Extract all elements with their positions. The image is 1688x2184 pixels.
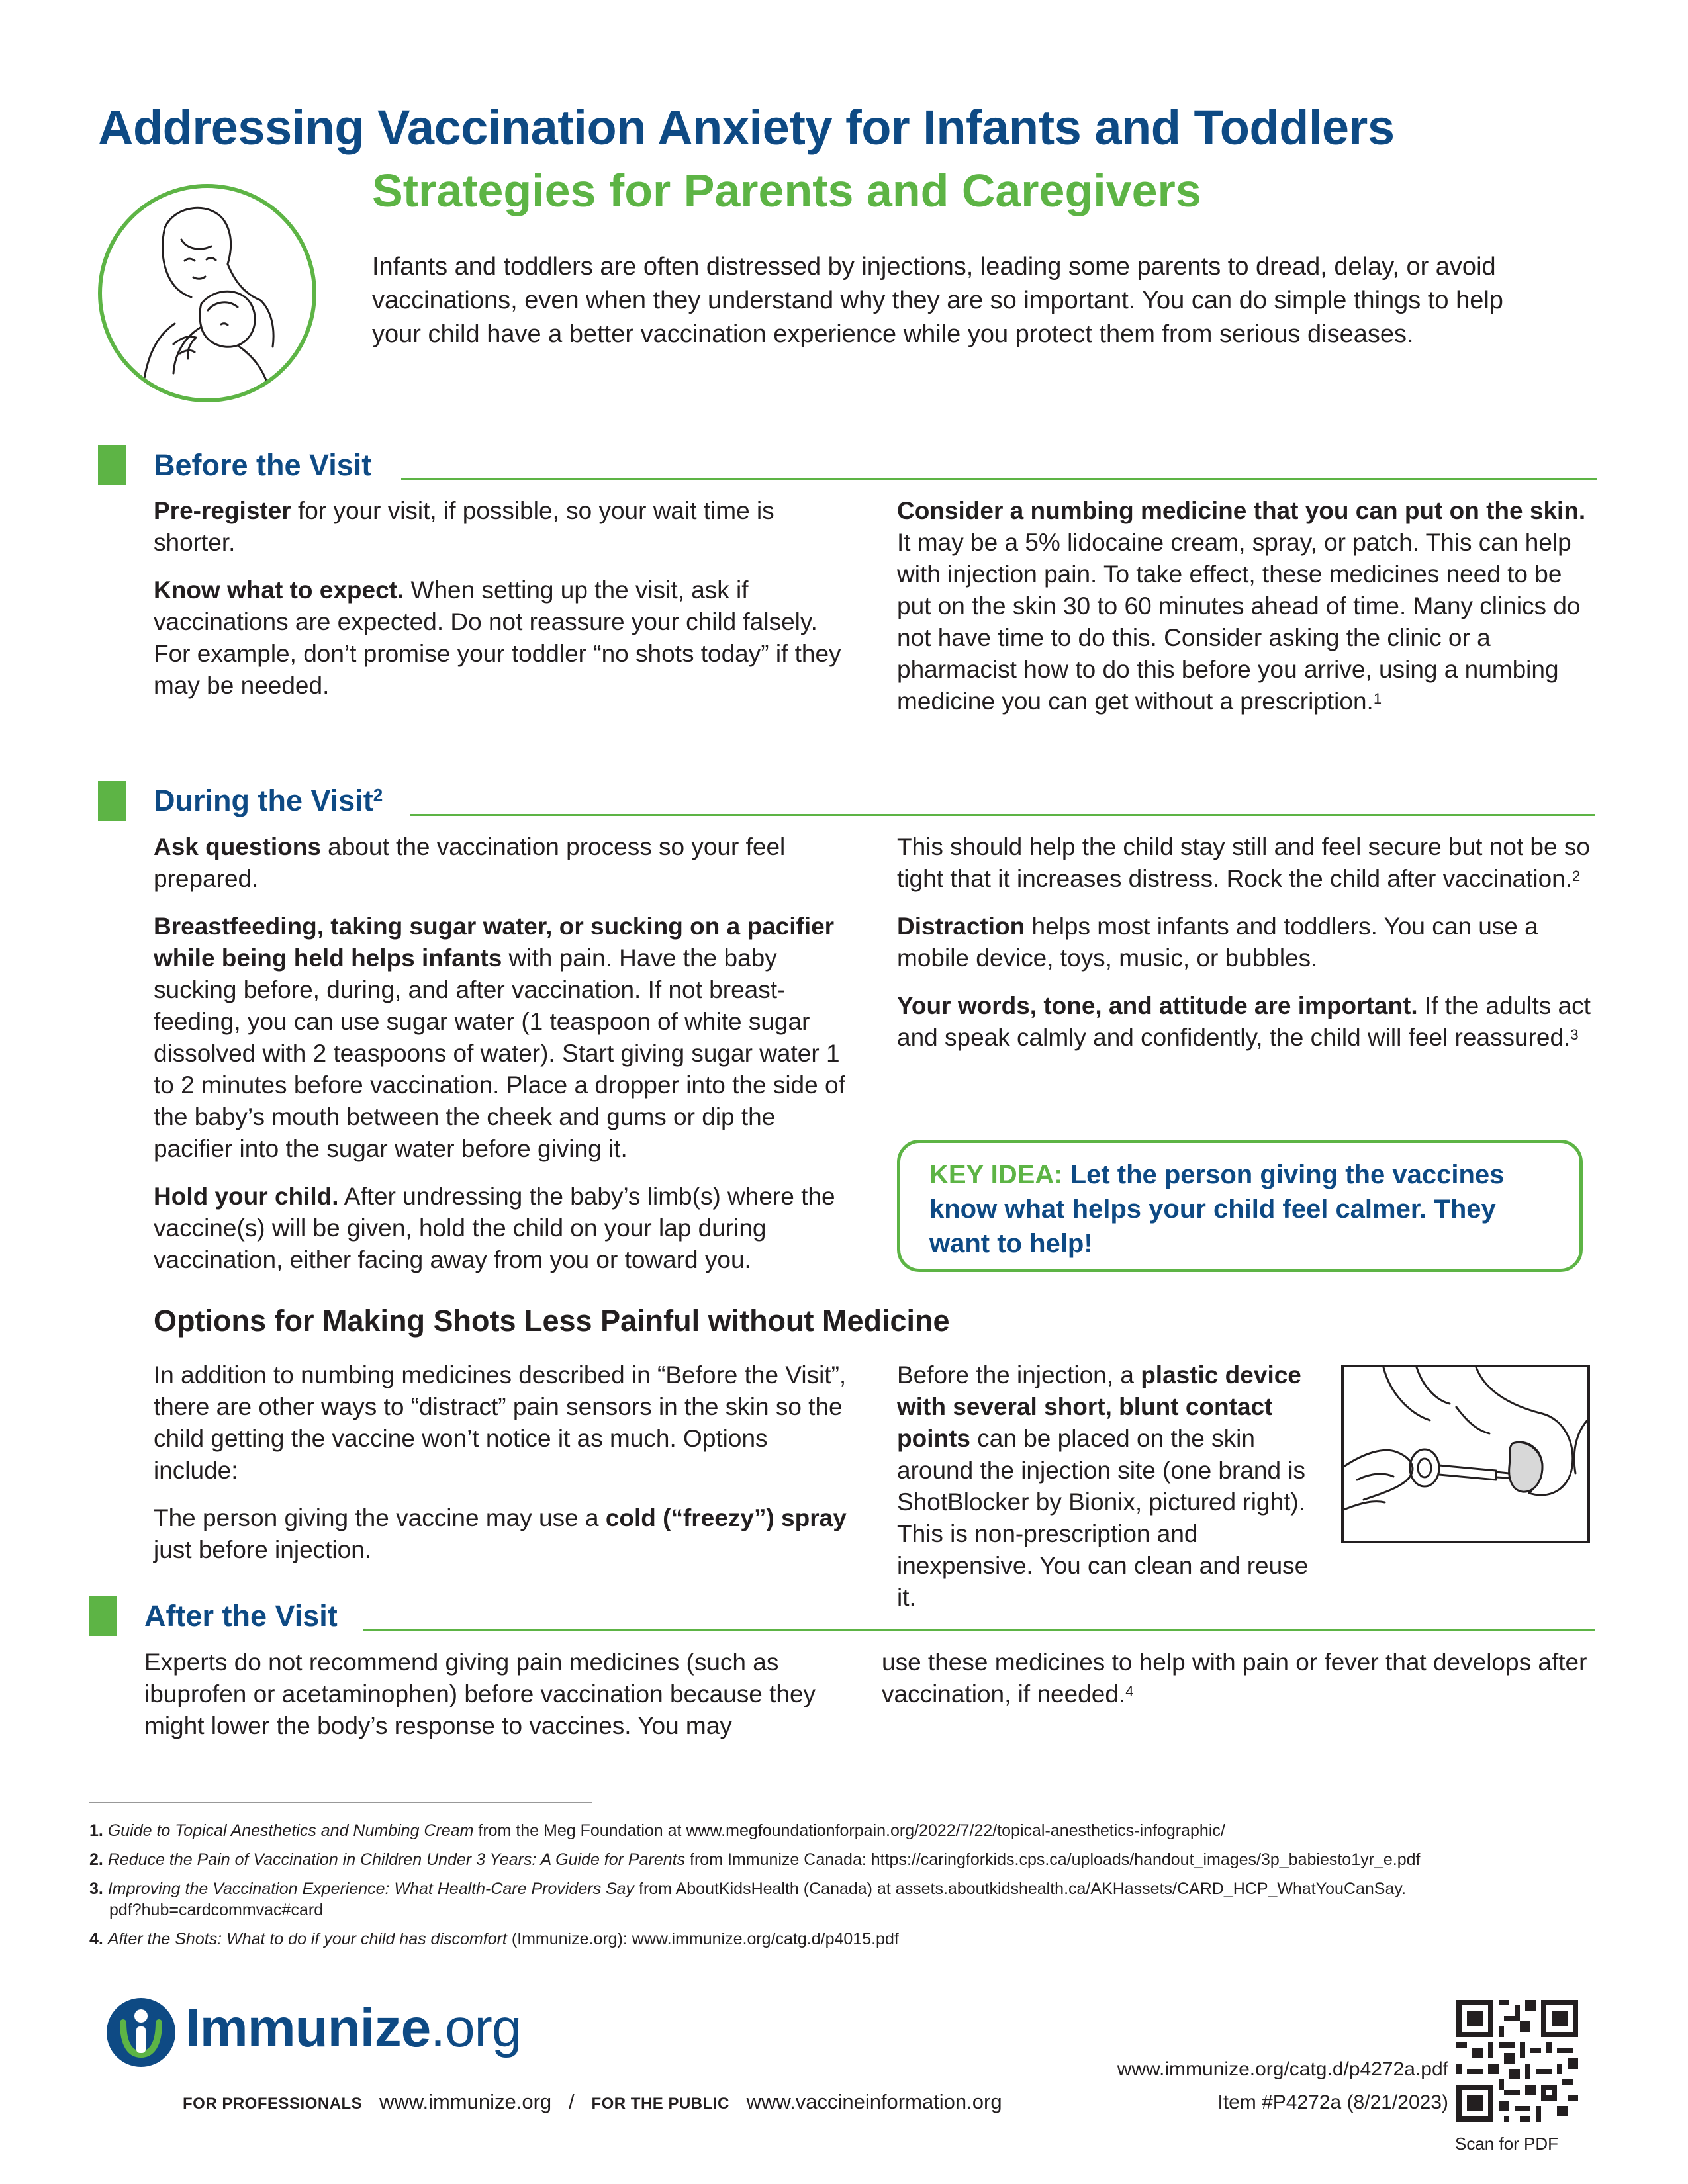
scan-caption: Scan for PDF [1455,2134,1559,2154]
words-paragraph: Your words, tone, and attitude are important. If the adults act and speak calmly and confidently, the child will feel reassured.$^3$ [897,992,1591,1051]
page-subtitle: Strategies for Parents and Caregivers [372,165,1201,216]
key-idea-label: KEY IDEA: [929,1160,1063,1189]
footnote-ref: 1 [1373,690,1382,707]
breastfeeding-paragraph: Breastfeeding, taking sugar water, or sucking on a pacifier while being held helps infants with pain. Have the baby sucking before, during, and after vaccination. If not breast-feeding, you can use sugar water (1 teaspoon of white sugar dissolved with 2 teaspoons of water). Start giving sugar water 1 to 2 minutes before vaccination. Place a dropper into the side of the baby’s mouth between the cheek and gums or dip the pacifier into the sugar water before giving it. [154,913,845,1162]
section-divider [363,1629,1595,1631]
before-left-column [154,495,849,717]
parent-holding-child-icon [102,188,312,398]
parent-holding-child-illustration [98,184,316,402]
pdf-link[interactable]: www.immunize.org/catg.d/p4272a.pdf [1117,2058,1448,2080]
after-left-column [144,1647,846,1758]
section-heading-after: After the Visit [144,1599,338,1633]
professionals-link[interactable]: www.immunize.org [379,2090,552,2113]
before-right-column [897,495,1599,733]
preregister-paragraph: Pre-register for your visit, if possible, so your wait time is shorter. [154,497,774,556]
during-left-column [154,831,855,1292]
document-info [1117,2053,1448,2119]
options-left-column [154,1359,855,1582]
device-paragraph: Before the injection, a plastic device with several short, blunt contact points can be placed on the skin around the injection site (one brand is ShotBlocker by Bionix, pictured right). This is non-prescription and inexpensive. You can clean and reuse it. [897,1361,1309,1611]
section-heading-before: Before the Visit [154,448,372,482]
intro-paragraph: Infants and toddlers are often distressed by injections, leading some parents to dread, delay, or avoid vaccinations, even when they understand why they are so important. You can do simple things to help your child have a better vaccination experience while you protect them from serious diseases. [372,253,1503,348]
numbing-paragraph: Consider a numbing medicine that you can put on the skin. It may be a 5% lidocaine cream, spray, or patch. This can help with injection pain. To take effect, these medicines need to be put on the skin 30 to 60 minutes ahead of time. Many clinics do not have time to do this. Consider asking the clinic or a pharmacist how to do this before you arrive, using a numbing medicine you can get without a prescription.$^1$ [897,497,1586,715]
section-marker [98,781,126,821]
footnote-divider [89,1802,592,1803]
distraction-paragraph: Distraction helps most infants and toddlers. You can use a mobile device, toys, music, or bubbles. [897,913,1538,972]
expect-paragraph: Know what to expect. When setting up the visit, ask if vaccinations are expected. Do not reassure your child falsely. For example, don’t promise your toddler “no shots today” if they may be needed. [154,576,841,699]
options-heading: Options for Making Shots Less Painful without Medicine [154,1304,950,1338]
section-heading-during: During the Visit$^2$ [154,784,383,817]
footnote-item: 2. Reduce the Pain of Vaccination in Children Under 3 Years: A Guide for Parents from Immunize Canada: https://caringforkids.cps.ca/uploads/handout_images/3p_babiesto1yr_e.pdf [89,1850,1421,1869]
section-marker [89,1596,117,1636]
key-idea-text: Let the person giving the vaccines know what helps your child feel calmer. They want to help! [929,1160,1505,1258]
hold-child-paragraph: Hold your child. After undressing the baby’s limb(s) where the vaccine(s) will be given, hold the child on your lap during vaccination, either facing away from you or toward you. [154,1183,835,1273]
key-idea-callout [897,1140,1583,1272]
immunize-logo-text: Immunize.org [185,1998,522,2058]
after-left-paragraph: Experts do not recommend giving pain medicines (such as ibuprofen or acetaminophen) before vaccination because they might lower the body’s response to vaccines. You may [144,1649,816,1739]
section-divider [410,814,1595,816]
shotblocker-device-illustration [1341,1365,1590,1543]
secure-paragraph: This should help the child stay still and feel secure but not be so tight that it increases distress. Rock the child after vaccination.$^2$ [897,833,1590,892]
after-right-paragraph: use these medicines to help with pain or fever that develops after vaccination, if needed.$^4$ [882,1649,1587,1707]
immunize-logo-icon [105,1996,177,2069]
footer-links: FOR PROFESSIONALS www.immunize.org / FOR THE PUBLIC www.vaccineinformation.org [183,2090,1002,2113]
cold-spray-paragraph: The person giving the vaccine may use a cold (“freezy”) spray just before injection. [154,1504,847,1563]
qr-code-icon[interactable] [1456,2000,1578,2122]
footnotes-list [89,1820,1612,1958]
injection-device-icon [1344,1367,1587,1541]
questions-paragraph: Ask questions about the vaccination process so your feel prepared. [154,833,786,892]
after-right-column [882,1647,1597,1726]
footnote-item: 1. Guide to Topical Anesthetics and Numbing Cream from the Meg Foundation at www.megfoundationforpain.org/2022/7/22/topical-anesthetics-infographic/ [89,1821,1225,1840]
options-right-column [897,1359,1334,1629]
item-number: Item #P4272a (8/21/2023) [1217,2091,1448,2113]
footnote-item: 4. After the Shots: What to do if your child has discomfort (Immunize.org): www.immunize.org/catg.d/p4015.pdf [89,1930,899,1948]
footnote-item: 3. Improving the Vaccination Experience: What Health-Care Providers Say from AboutKidsHealth (Canada) at assets.aboutkidshealth.ca/AKHassets/CARD_HCP_WhatYouCanSay. pdf?hub=cardcommvac#card [89,1880,1406,1919]
section-divider [401,478,1597,480]
during-right-column [897,831,1599,1069]
public-link[interactable]: www.vaccineinformation.org [746,2090,1002,2113]
section-marker [98,445,126,485]
options-intro-paragraph: In addition to numbing medicines described in “Before the Visit”, there are other ways to “distract” pain sensors in the skin so the child getting the vaccine won’t notice it as much. Options include: [154,1361,847,1484]
page-title: Addressing Vaccination Anxiety for Infants and Toddlers [98,100,1395,155]
